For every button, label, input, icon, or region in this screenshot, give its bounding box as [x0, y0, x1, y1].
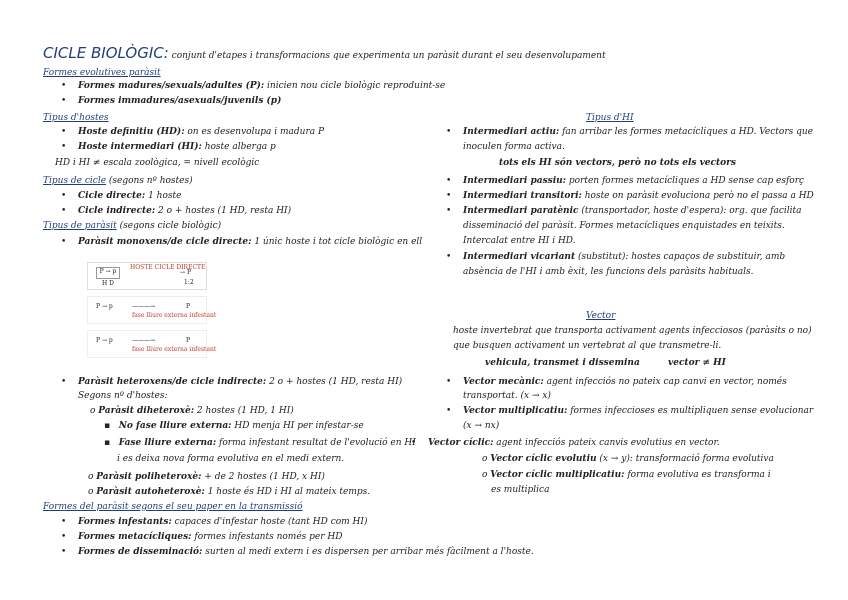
list-item: • Cicle directe: 1 hoste	[78, 190, 181, 202]
list-item: • Paràsit heteroxens/de cicle indirecte: 2 o + hostes (1 HD, resta HI)	[78, 376, 402, 388]
list-item: ▪ Fase lliure externa: forma infestant resultat de l'evolució en HI	[104, 438, 416, 448]
key-statement-vehicula: vehicula, transmet i dissemina	[485, 358, 640, 368]
diagram-arrow: ———→	[132, 337, 156, 344]
list-item: • Formes de disseminació: surten al medi extern i es dispersen per arribar més fàcilment a l'hoste.	[78, 546, 534, 558]
title-main: CICLE BIOLÒGIC:	[43, 44, 169, 62]
text-paratenic-cont: Intercalat entre HI i HD.	[463, 236, 576, 246]
heading-tipus-hostes: Tipus d'hostes	[43, 113, 109, 123]
list-item: • Cicle indirecte: 2 o + hostes (1 HD, resta HI)	[78, 205, 291, 217]
text-vicariant-cont: absència de l'HI i amb èxit, les funcions dels paràsits habituals.	[463, 267, 754, 277]
list-item: o Paràsit poliheteroxè: + de 2 hostes (1 HD, x HI)	[88, 472, 325, 482]
diagram-node: P → p	[96, 303, 113, 310]
text-fase-cont: i es deixa nova forma evolutiva en el medi extern.	[117, 454, 345, 464]
vector-definition: hoste invertebrat que transporta activament agents infecciosos (paràsits o no)	[453, 326, 812, 336]
list-item: • Vector cíclic: agent infecciós pateix canvis evolutius en vector.	[428, 437, 720, 449]
diagram-label-hd: H D	[102, 280, 114, 287]
diagram-red-label: fase lliure externa infestant	[132, 312, 217, 319]
heading-tipus-cicle: Tipus de cicle (segons nº hostes)	[43, 176, 193, 186]
cycle-diagram-direct	[87, 262, 207, 290]
diagram-right-p: → P	[180, 269, 191, 276]
list-item: • Intermediari actiu: fan arribar les formes metacícliques a HD. Vectors que	[463, 126, 813, 138]
text-activa-cont: inoculen forma activa.	[463, 142, 565, 152]
heading-formes-evolutives: Formes evolutives paràsit	[43, 68, 161, 78]
heading-tipus-hi: Tipus d'HI	[586, 113, 634, 123]
heading-formes-paper: Formes del paràsit segons el seu paper en la transmissió	[43, 502, 303, 512]
list-item: • Paràsit monoxens/de cicle directe: 1 únic hoste i tot cicle biològic en ell	[78, 236, 422, 248]
list-item: • Hoste definitiu (HD): on es desenvolupa i madura P	[78, 126, 324, 138]
list-item: o Vector cíclic multiplicatiu: forma evolutiva es transforma i	[482, 470, 771, 480]
heading-tipus-parasit: Tipus de paràsit (segons cicle biològic)	[43, 221, 222, 231]
list-item: ▪ No fase lliure externa: HD menja HI per infestar-se	[104, 421, 364, 431]
key-statement-vector-hi: vector ≠ HI	[668, 358, 726, 368]
document-title	[43, 44, 606, 65]
list-item: • Hoste intermediari (HI): hoste alberga p	[78, 141, 276, 153]
cycle-diagram-free-phase	[87, 296, 217, 324]
diagram-red-label: fase lliure externa infestant	[132, 346, 217, 353]
cycle-diagram-free-phase-2	[87, 330, 217, 358]
diagram-host-box: P → p	[96, 267, 120, 279]
note-hd-hi: HD i HI ≠ escala zoològica, = nivell ecològic	[55, 158, 260, 168]
text-segons: Segons nº d'hostes:	[78, 391, 168, 401]
key-statement-vectors: tots els HI són vectors, però no tots els vectors	[499, 158, 736, 168]
list-item: • Formes metacícliques: formes infestants només per HD	[78, 531, 342, 543]
text-multiplicatiu-cont: (x → nx)	[463, 421, 500, 431]
text-mecanic-cont: transportat. (x → x)	[463, 391, 551, 401]
diagram-red-label: HOSTE CICLE DIRECTE	[130, 264, 206, 271]
diagram-arrow: ———→	[132, 303, 156, 310]
list-item: • Formes madures/sexuals/adultes (P): inicien nou cicle biològic reproduint-se	[78, 80, 445, 92]
vector-definition: que busquen activament un vertebrat al que transmetre-li.	[453, 341, 722, 351]
diagram-node: P	[186, 337, 191, 344]
text-ciclic-mult-cont: es multiplica	[491, 485, 550, 495]
list-item: o Vector cíclic evolutiu (x → y): transformació forma evolutiva	[482, 454, 774, 464]
list-item: • Intermediari paratènic (transportador, hoste d'espera): org. que facilita	[463, 205, 802, 217]
list-item: • Vector mecànic: agent infecciós no pateix cap canvi en vector, només	[463, 376, 787, 388]
list-item: o Paràsit autoheteroxè: 1 hoste és HD i HI al mateix temps.	[88, 487, 371, 497]
list-item: • Intermediari vicariant (substitut): hostes capaços de substituir, amb	[463, 251, 785, 263]
list-item: o Paràsit diheteroxè: 2 hostes (1 HD, 1 HI)	[90, 406, 294, 416]
diagram-ratio: 1:2	[184, 279, 194, 286]
list-item: • Vector multiplicatiu: formes infeccioses es multipliquen sense evolucionar	[463, 405, 813, 417]
list-item: • Formes infestants: capaces d'infestar hoste (tant HD com HI)	[78, 516, 367, 528]
title-subtitle: conjunt d'etapes i transformacions que experimenta un paràsit durant el seu desenvolupament	[171, 51, 606, 61]
list-item: • Intermediari transitori: hoste on paràsit evoluciona però no el passa a HD	[463, 190, 814, 202]
list-item: • Formes immadures/asexuals/juvenils (p)	[78, 95, 281, 107]
heading-vector: Vector	[586, 311, 616, 321]
diagram-node: P → p	[96, 337, 113, 344]
list-item: • Intermediari passiu: porten formes metacícliques a HD sense cap esforç	[463, 175, 804, 187]
diagram-node: P	[186, 303, 191, 310]
text-paratenic-cont: disseminació del paràsit. Formes metacícliques enquistades en teixits.	[463, 221, 785, 231]
